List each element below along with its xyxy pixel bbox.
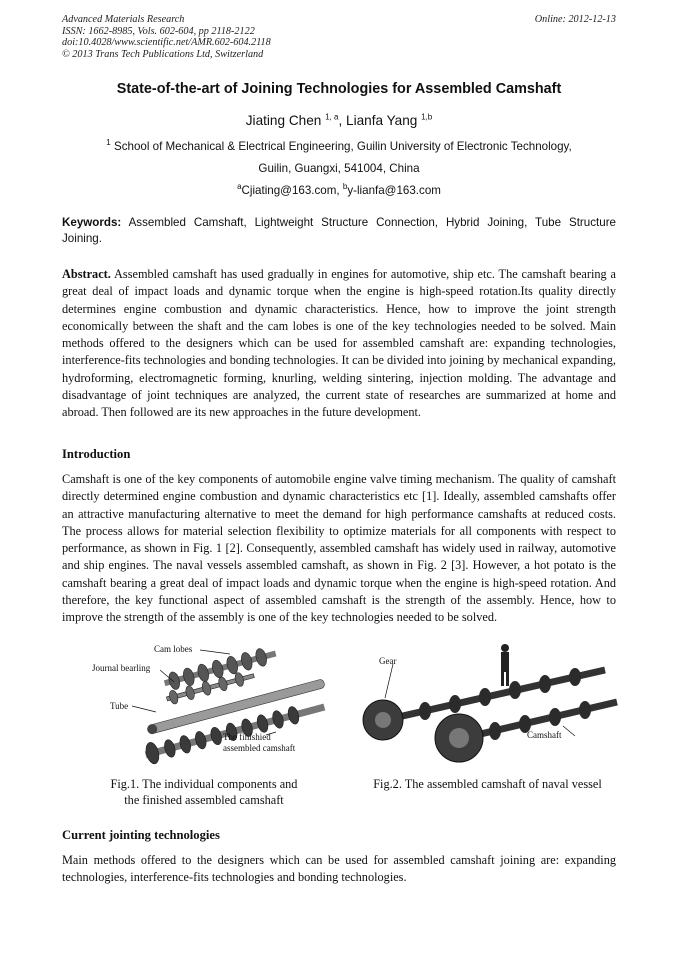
author-affiliation-mark: 1, a — [325, 112, 339, 122]
email-b: y-lianfa@163.com — [347, 184, 441, 197]
copyright-line: © 2013 Trans Tech Publications Ltd, Switzerland — [62, 48, 264, 60]
author-separator: , — [338, 113, 347, 128]
affiliation-city: Guilin, Guangxi, 541004, China — [258, 162, 420, 175]
email-mark: a — [237, 182, 242, 192]
email-a: Cjiating@163.com, — [241, 184, 343, 197]
current-paragraph: Main methods offered to the designers which can be used for assembled camshaft joining are: expanding technologies, interference-fits technologies and bonding technologies. — [62, 853, 616, 885]
affiliation-text: School of Mechanical & Electrical Engineering, Guilin University of Electronic Technology, — [113, 140, 572, 153]
author-name: Jiating Chen — [245, 113, 322, 128]
keywords-label: Keywords: — [62, 216, 122, 229]
figure-2-naval-camshaft — [355, 640, 620, 770]
affiliation-mark: 1 — [106, 138, 111, 148]
label-gear: Gear — [379, 656, 397, 666]
abstract-label: Abstract. — [62, 267, 111, 281]
figure-1-caption-line1: Fig.1. The individual components and — [110, 777, 298, 791]
author-line — [40, 113, 638, 128]
section-heading-introduction: Introduction — [62, 447, 131, 461]
label-finished-line2: assembled camshaft — [223, 743, 296, 753]
figure-1-camshaft-components — [88, 640, 328, 770]
introduction-paragraph: Camshaft is one of the key components of automobile engine valve timing mechanism. The quality of camshaft directly determined engine combustion and dynamic characteristics etc [1]. Ideally, assembled camshafts offer an attractive manufacturing alternative to meet the demand for high performance camshafts at reduced costs. The process allows for material selection flexibility to optimize materials for all components with respect to performance, as shown in Fig. 1 [2]. Consequently, assembled camshaft has widely used in railway, automotive and ship engines. The naval vessels assembled camshaft, as shown in Fig. 2 [3]. However, a hot potato is the camshaft bearing a great deal of impact loads and dynamic torque when the engine is high-speed rotation. And therefore, the key functional aspect of assembled camshaft is the strength of the assembly. Hence, how to improve the strength of the assembly is one of the key technologies needed to be solved. — [62, 472, 616, 625]
label-cam-lobes: Cam lobes — [154, 644, 193, 654]
journal-header — [62, 14, 616, 60]
author-affiliation-mark: 1,b — [421, 112, 433, 122]
online-date: Online: 2012-12-13 — [534, 14, 616, 25]
abstract-text: Assembled camshaft has used gradually in engines for automotive, ship etc. The camshaft bearing a great deal of impact loads and dynamic torque when the engine is high-speed rotation.Its quality directly determines engine combustion and dynamic characteristics. Hence, how to improve the joint strength economically between the shaft and the cam lobes is one of the key technologies needed to be solved. Main methods offered to the designers which can be used for assembled camshaft are: expanding technologies, interference-fits technologies and bonding technologies. It can be divided into joining by mechanical expanding, hydroforming, electromagnetic forming, knurling, welding sintering, injection molding. The advantage and disadvantage of joint techniques are analyzed, the current state of researches are summarized at home and abroad. Then followed are its new approaches in the future development. — [62, 267, 616, 420]
figure-1-caption — [84, 776, 324, 808]
naval-camshaft-lower — [435, 701, 617, 762]
affiliation-line — [40, 136, 638, 158]
keywords-text: Assembled Camshaft, Lightweight Structure Connection, Hybrid Joining, Tube Structure Joining. — [62, 216, 616, 245]
email-mark: b — [342, 182, 348, 192]
figure-2-caption: Fig.2. The assembled camshaft of naval vessel — [373, 777, 602, 791]
label-journal-bearing: Journal bearling — [92, 663, 151, 673]
naval-camshaft-upper — [363, 668, 605, 740]
section-heading-current: Current jointing technologies — [62, 828, 220, 842]
person-figure — [501, 644, 509, 686]
journal-name: Advanced Materials Research — [62, 14, 185, 25]
doi-line: doi:10.4028/www.scientific.net/AMR.602-604.2118 — [62, 37, 271, 49]
figure-1-caption-line2: the finished assembled camshaft — [124, 793, 284, 807]
paper-title: State-of-the-art of Joining Technologies for Assembled Camshaft — [116, 81, 562, 97]
abstract — [62, 266, 616, 422]
label-camshaft: Camshaft — [527, 730, 562, 740]
keywords — [62, 215, 616, 247]
author-name: Lianfa Yang — [346, 113, 418, 128]
issn-line: ISSN: 1662-8985, Vols. 602-604, pp 2118-2122 — [62, 25, 255, 37]
label-tube: Tube — [110, 701, 129, 711]
affiliation-block — [40, 136, 638, 202]
email-line — [40, 180, 638, 202]
label-finished-line1: The finishied — [223, 732, 271, 742]
